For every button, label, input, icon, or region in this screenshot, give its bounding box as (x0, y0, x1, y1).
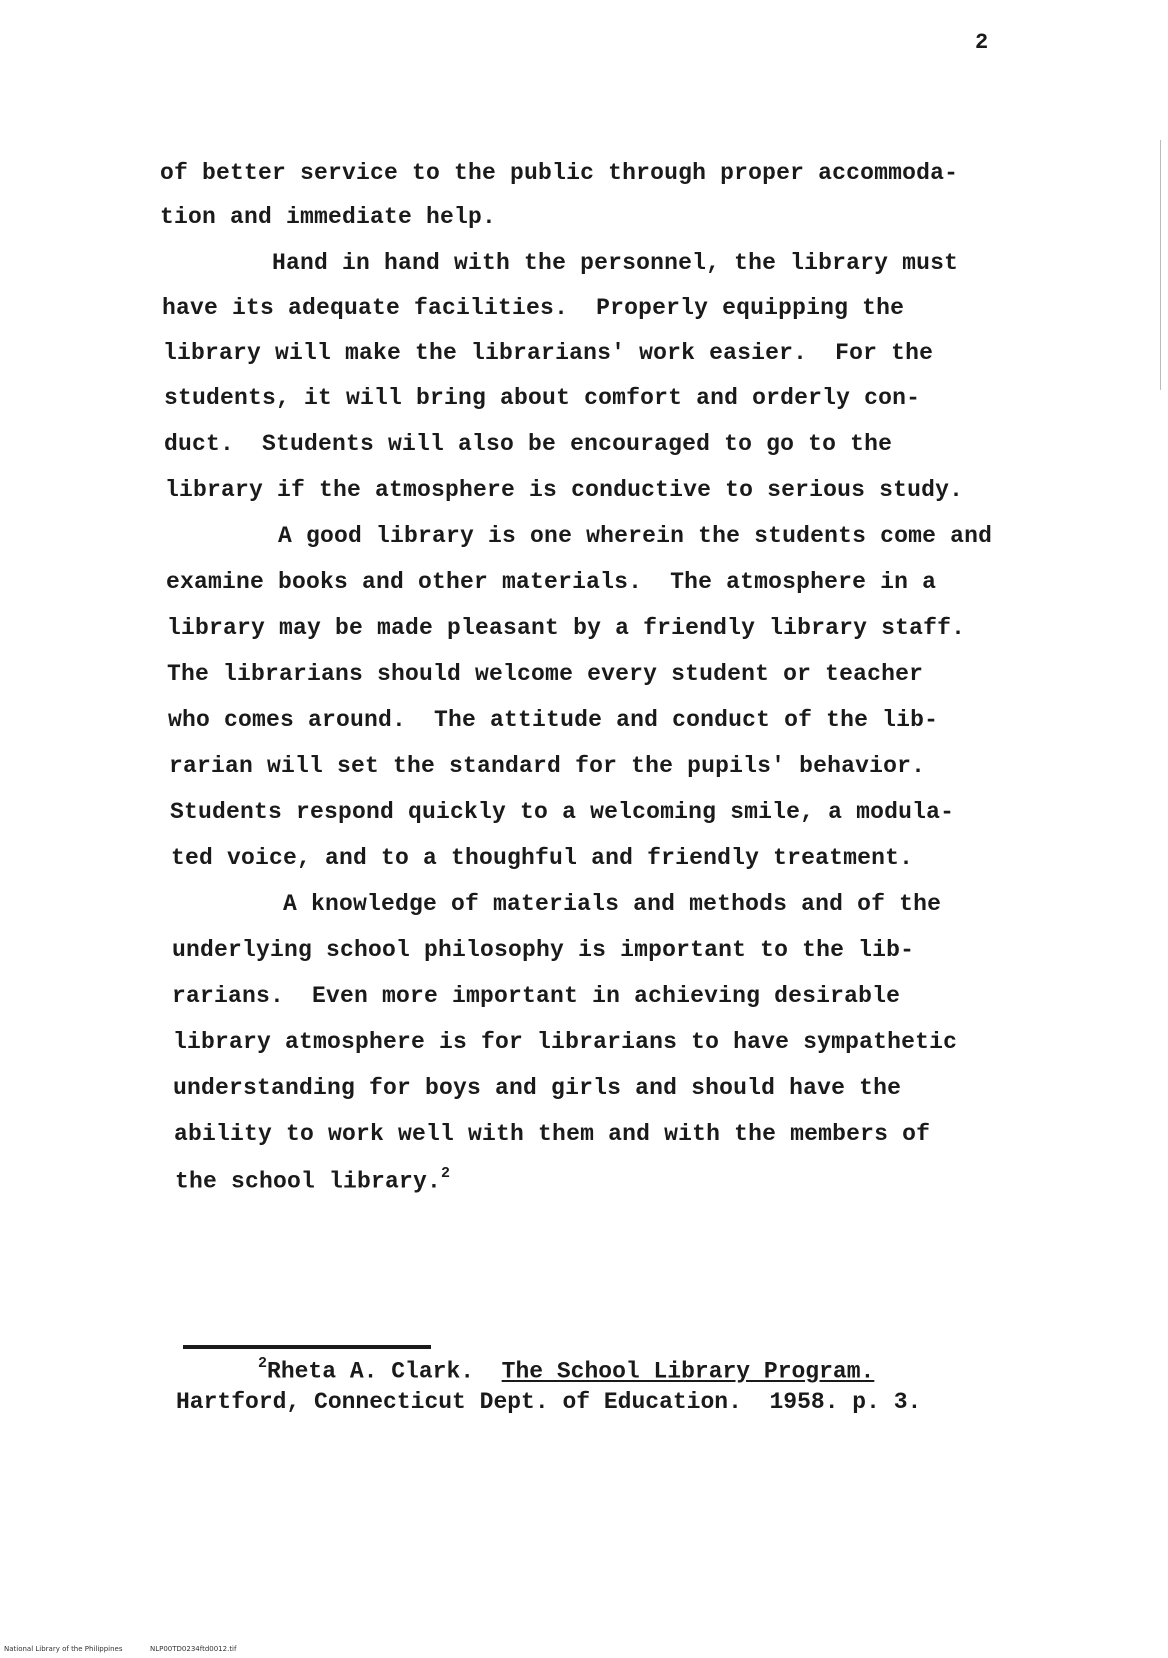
body-line: library if the atmosphere is conductive to serious study. (165, 477, 964, 503)
body-line: The librarians should welcome every student or teacher (167, 661, 924, 687)
body-line-last (175, 1167, 450, 1195)
body-line: Hand in hand with the personnel, the library must (160, 250, 959, 276)
body-line: understanding for boys and girls and should have the (173, 1075, 902, 1101)
body-line: rarians. Even more important in achieving desirable (172, 983, 901, 1009)
body-line: ted voice, and to a thoughful and friendly treatment. (171, 845, 914, 871)
footnote-reference: 2 (441, 1165, 451, 1182)
body-line: Students respond quickly to a welcoming smile, a modula- (170, 799, 955, 825)
body-line: of better service to the public through proper accommoda- (160, 160, 959, 186)
body-line: tion and immediate help. (160, 204, 497, 230)
footer-library-name: National Library of the Philippines (4, 1645, 123, 1653)
body-line: who comes around. The attitude and conduct of the lib- (168, 707, 939, 733)
body-line: duct. Students will also be encouraged to go to the (164, 431, 893, 457)
footnote-author: Rheta A. Clark. (267, 1358, 502, 1385)
body-line: library will make the librarians' work easier. For the (163, 340, 934, 366)
body-line: underlying school philosophy is important to the lib- (172, 937, 915, 963)
body-line: library atmosphere is for librarians to have sympathetic (173, 1029, 958, 1055)
body-line: students, it will bring about comfort and orderly con- (164, 385, 921, 411)
body-line: A good library is one wherein the students come and (166, 523, 993, 549)
page-number: 2 (975, 30, 989, 55)
body-line: rarian will set the standard for the pupils' behavior. (169, 753, 926, 779)
footnote-rule (183, 1345, 431, 1349)
body-line-text: the school library. (175, 1168, 442, 1195)
body-line: ability to work well with them and with the members of (174, 1121, 931, 1147)
body-line: A knowledge of materials and methods and of the (171, 891, 942, 917)
body-line: have its adequate facilities. Properly equipping the (162, 295, 905, 321)
footnote-title: The School Library Program. (501, 1358, 875, 1385)
footnote-line-2: Hartford, Connecticut Dept. of Education. 1958. p. 3. (176, 1389, 922, 1415)
footnote-marker: 2 (258, 1355, 268, 1372)
scan-edge-mark (1160, 140, 1161, 390)
body-line: examine books and other materials. The atmosphere in a (166, 569, 937, 595)
footnote-line-1 (258, 1357, 874, 1385)
body-line: library may be made pleasant by a friendly library staff. (167, 615, 966, 641)
footer-file-name: NLP00TD0234ftd0012.tif (150, 1645, 237, 1653)
